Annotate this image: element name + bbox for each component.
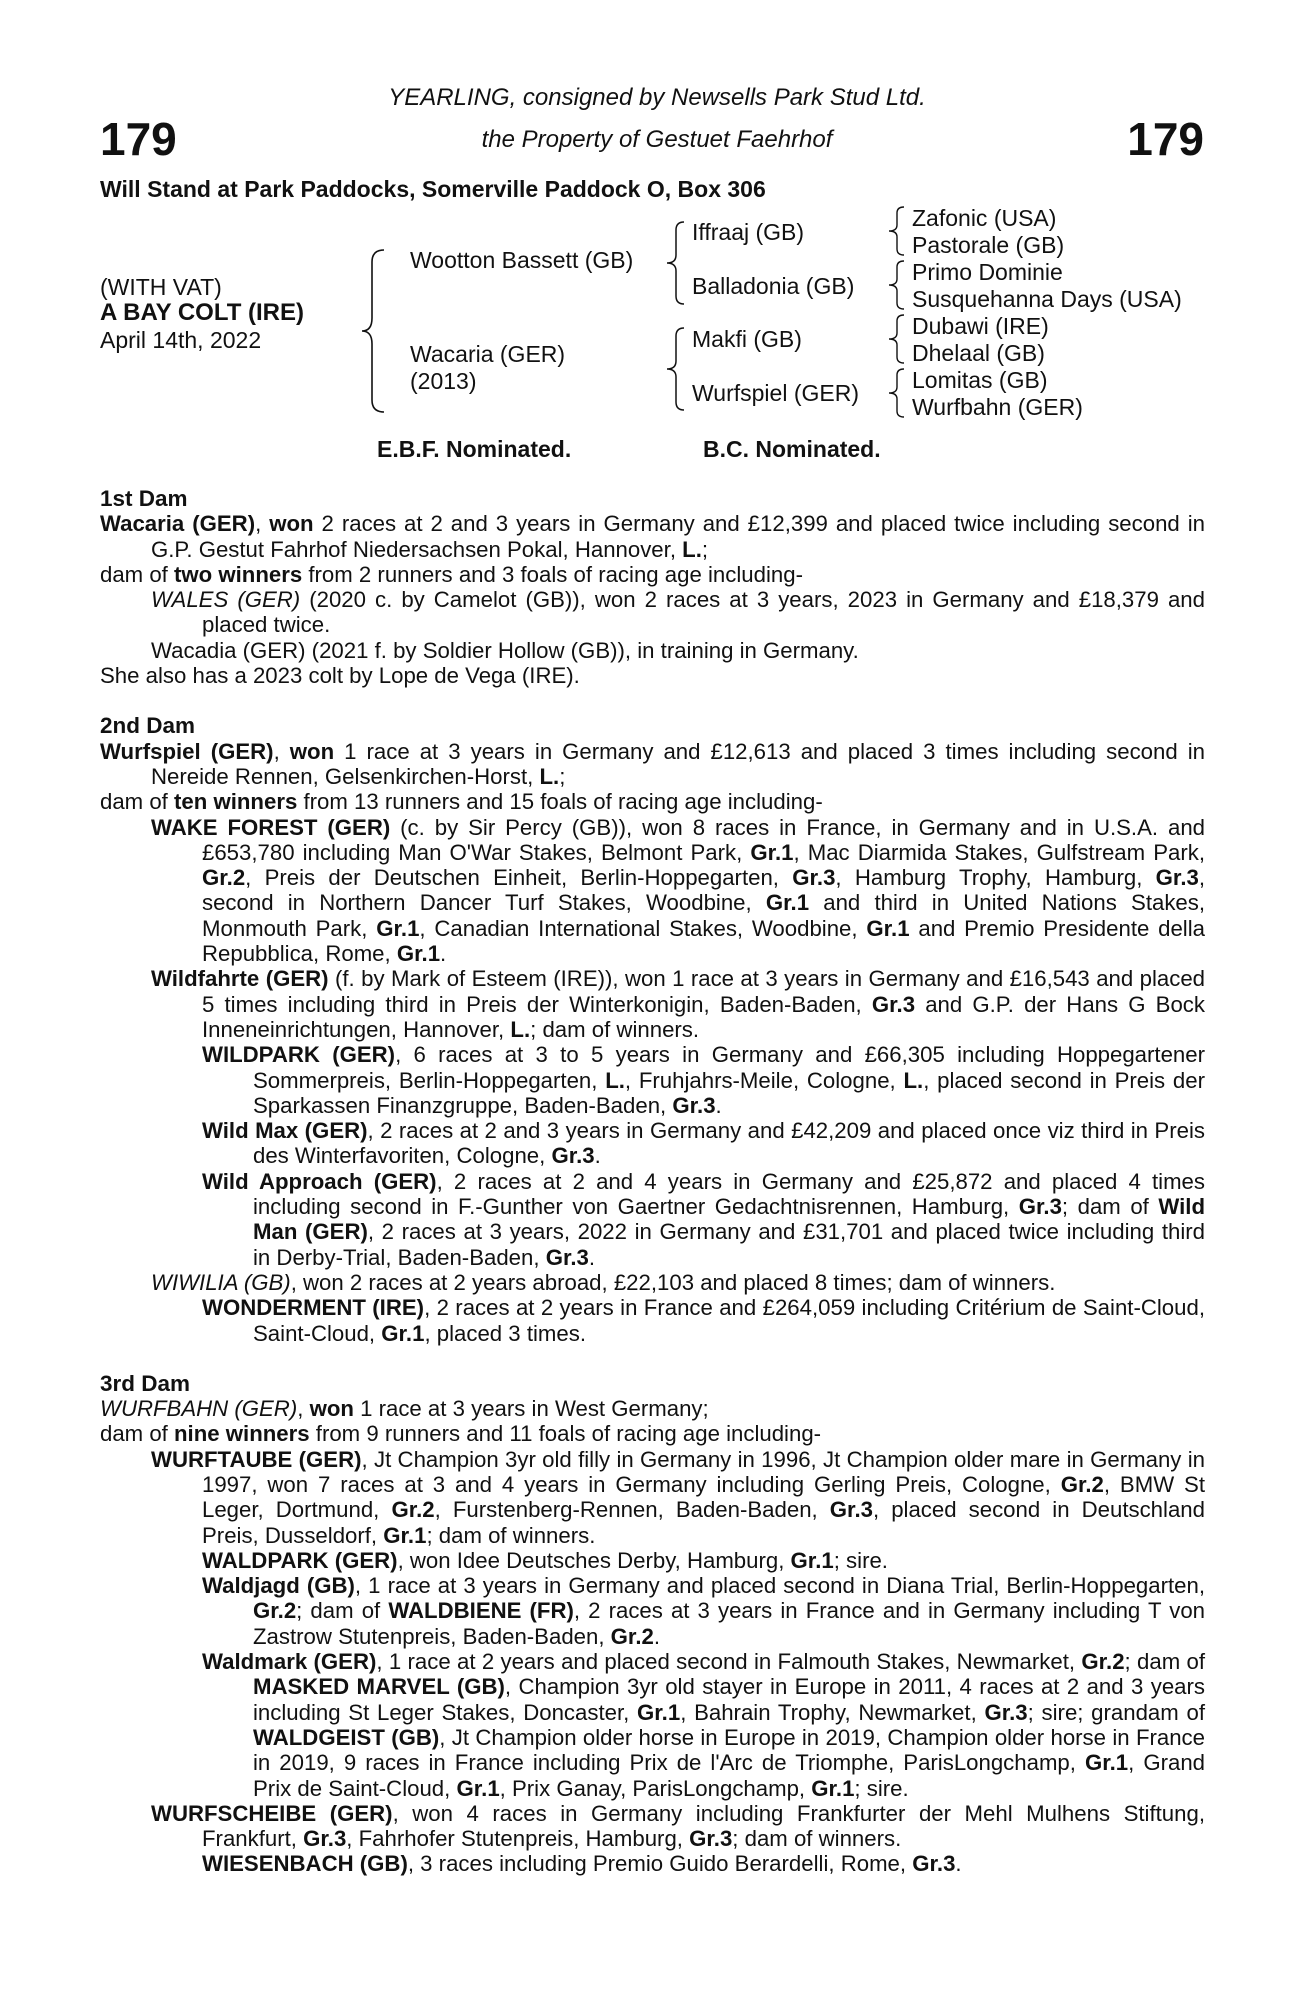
catalogue-page-body <box>100 486 1205 1877</box>
progeny-entry: Waldmark (GER), 1 race at 2 years and placed second in Falmouth Stakes, Newmarket, Gr.2; dam of MASKED MARVEL (GB), Champion 3yr old stayer in Europe in 2011, 4 races at 2 and 3 years including St Leger Stakes, Doncaster, Gr.1, Bahrain Trophy, Newmarket, Gr.3; sire; grandam of WALDGEIST (GB), Jt Champion older horse in Europe in 2019, Champion older horse in France in 2019, 9 races in France including Prix de l'Arc de Triomphe, ParisLongchamp, Gr.1, Grand Prix de Saint-Cloud, Gr.1, Prix Ganay, ParisLongchamp, Gr.1; sire. <box>202 1649 1205 1801</box>
dam-dam-sire: Lomitas (GB) <box>912 367 1048 393</box>
ebf-nomination: E.B.F. Nominated. <box>377 436 572 462</box>
dam-dam: Wurfspiel (GER) <box>692 380 859 406</box>
dam-foaling-year: (2013) <box>410 368 477 394</box>
property-line: the Property of Gestuet Faehrhof <box>481 126 833 153</box>
progeny-entry: WIESENBACH (GB), 3 races including Premio Guido Berardelli, Rome, Gr.3. <box>202 1851 962 1877</box>
pedigree-brace-ss <box>886 205 908 257</box>
sire-sire-sire: Zafonic (USA) <box>912 205 1057 231</box>
date-of-birth: April 14th, 2022 <box>100 327 262 353</box>
dam-dam-dam: Wurfbahn (GER) <box>912 394 1083 420</box>
third-dam-progeny-list <box>100 1447 1205 1877</box>
second-dam-entry: Wurfspiel (GER), won 1 race at 3 years in Germany and £12,613 and placed 3 times including second in Nereide Rennen, Gelsenkirchen-Horst, L.; <box>100 738 1205 789</box>
progeny-entry: Wild Approach (GER), 2 races at 2 and 4 years in Germany and £25,872 and placed 4 times including second in F.-Gunther von Gaertner Gedachtnisrennen, Hamburg, Gr.3; dam of Wild Man (GER), 2 races at 3 years, 2022 in Germany and £31,701 and placed twice including third in Derby-Trial, Baden-Baden, Gr.3. <box>202 1168 1206 1270</box>
pedigree-brace-sd <box>886 259 908 311</box>
lot-number-left: 179 <box>100 113 177 165</box>
consignor-line: YEARLING, consigned by Newsells Park Stud Ltd. <box>388 84 926 111</box>
pedigree-brace-ds <box>886 313 908 365</box>
sire-dam-dam: Susquehanna Days (USA) <box>912 286 1182 312</box>
sire-dam-sire: Primo Dominie <box>912 259 1063 285</box>
progeny-entry: WURFTAUBE (GER), Jt Champion 3yr old filly in Germany in 1996, Jt Champion older mare in Germany in 1997, won 7 races at 3 and 4 years in Germany including Gerling Preis, Cologne, Gr.2, BMW St Leger, Dortmund, Gr.2, Furstenberg-Rennen, Baden-Baden, Gr.3, placed second in Deutschland Preis, Dusseldorf, Gr.1; dam of winners. <box>151 1446 1205 1548</box>
second-dam-produce-summary: dam of ten winners from 13 runners and 15 foals of racing age including- <box>100 789 823 815</box>
stand-location: Will Stand at Park Paddocks, Somerville Paddock O, Box 306 <box>100 176 766 202</box>
progeny-entry: Waldjagd (GB), 1 race at 3 years in Germany and placed second in Diana Trial, Berlin-Hoppegarten, Gr.2; dam of WALDBIENE (FR), 2 races at 3 years in France and in Germany including T von Zastrow Stutenpreis, Baden-Baden, Gr.2. <box>202 1573 1205 1649</box>
first-dam-progeny-item: Wacadia (GER) (2021 f. by Soldier Hollow (GB)), in training in Germany. <box>151 637 859 663</box>
progeny-entry: Wildfahrte (GER) (f. by Mark of Esteem (IRE)), won 1 race at 3 years in Germany and £16,543 and placed 5 times including third in Preis der Winterkonigin, Baden-Baden, Gr.3 and G.P. der Hans G Bock Inneneinrichtungen, Hannover, L.; dam of winners. <box>151 966 1206 1042</box>
lot-number-right: 179 <box>1127 113 1204 165</box>
progeny-entry: WALDPARK (GER), won Idee Deutsches Derby, Hamburg, Gr.1; sire. <box>202 1547 888 1573</box>
first-dam-produce-summary: dam of two winners from 2 runners and 3 foals of racing age including- <box>100 561 803 587</box>
third-dam-produce-summary: dam of nine winners from 9 runners and 11 foals of racing age including- <box>100 1421 822 1447</box>
second-dam-heading: 2nd Dam <box>100 713 196 739</box>
second-dam-progeny-list <box>100 815 1205 1346</box>
horse-name: A BAY COLT (IRE) <box>100 299 305 326</box>
first-dam-heading: 1st Dam <box>100 486 188 511</box>
progeny-entry: WAKE FOREST (GER) (c. by Sir Percy (GB)), won 8 races in France, in Germany and in U.S.A. and £653,780 including Man O'War Stakes, Belmont Park, Gr.1, Mac Diarmida Stakes, Gulfstream Park, Gr.2, Preis der Deutschen Einheit, Berlin-Hoppegarten, Gr.3, Hamburg Trophy, Hamburg, Gr.3, second in Northern Dancer Turf Stakes, Woodbine, Gr.1 and third in United Nations Stakes, Monmouth Park, Gr.1, Canadian International Stakes, Woodbine, Gr.1 and Premio Presidente della Repubblica, Rome, Gr.1. <box>151 814 1206 967</box>
first-dam-entry: Wacaria (GER), won 2 races at 2 and 3 years in Germany and £12,399 and placed twice including second in G.P. Gestut Fahrhof Niedersachsen Pokal, Hannover, L.; <box>100 511 1205 562</box>
progeny-entry: WURFSCHEIBE (GER), won 4 races in Germany including Frankfurter der Mehl Mulhens Stiftung, Frankfurt, Gr.3, Fahrhofer Stutenpreis, Hamburg, Gr.3; dam of winners. <box>151 1800 1205 1852</box>
third-dam-heading: 3rd Dam <box>100 1370 191 1396</box>
dam-sire-dam: Dhelaal (GB) <box>912 340 1045 366</box>
pedigree-brace-dd <box>886 367 908 419</box>
progeny-entry: WONDERMENT (IRE), 2 races at 2 years in France and £264,059 including Critérium de Saint-Cloud, Saint-Cloud, Gr.1, placed 3 times. <box>202 1295 1205 1346</box>
dam-sire-sire: Dubawi (IRE) <box>912 313 1049 339</box>
sire-sire: Iffraaj (GB) <box>692 219 805 245</box>
first-dam-progeny-item: WALES (GER) (2020 c. by Camelot (GB)), won 2 races at 3 years, 2023 in Germany and £18,379 and placed twice. <box>151 587 1205 638</box>
pedigree-brace-main <box>360 248 390 414</box>
dam-sire: Makfi (GB) <box>692 326 802 352</box>
third-dam-entry: WURFBAHN (GER), won 1 race at 3 years in West Germany; <box>100 1396 709 1422</box>
bc-nomination: B.C. Nominated. <box>703 436 881 462</box>
dam: Wacaria (GER) <box>410 341 566 367</box>
sire-sire-dam: Pastorale (GB) <box>912 232 1065 258</box>
sire: Wootton Bassett (GB) <box>410 247 634 273</box>
progeny-entry: WIWILIA (GB), won 2 races at 2 years abroad, £22,103 and placed 8 times; dam of winners. <box>151 1269 1056 1295</box>
vat-note: (WITH VAT) <box>100 274 222 300</box>
first-dam-also-note: She also has a 2023 colt by Lope de Vega (IRE). <box>100 663 580 689</box>
progeny-entry: WILDPARK (GER), 6 races at 3 to 5 years in Germany and £66,305 including Hoppegartener Sommerpreis, Berlin-Hoppegarten, L., Fruhjahrs-Meile, Cologne, L., placed second in Preis der Sparkassen Finanzgruppe, Baden-Baden, Gr.3. <box>202 1042 1205 1118</box>
progeny-entry: Wild Max (GER), 2 races at 2 and 3 years in Germany and £42,209 and placed once viz third in Preis des Winterfavoriten, Cologne, Gr.3. <box>202 1118 1205 1169</box>
sire-dam: Balladonia (GB) <box>692 273 855 299</box>
pedigree-brace-dam <box>664 326 688 412</box>
pedigree-brace-sire <box>664 220 688 306</box>
